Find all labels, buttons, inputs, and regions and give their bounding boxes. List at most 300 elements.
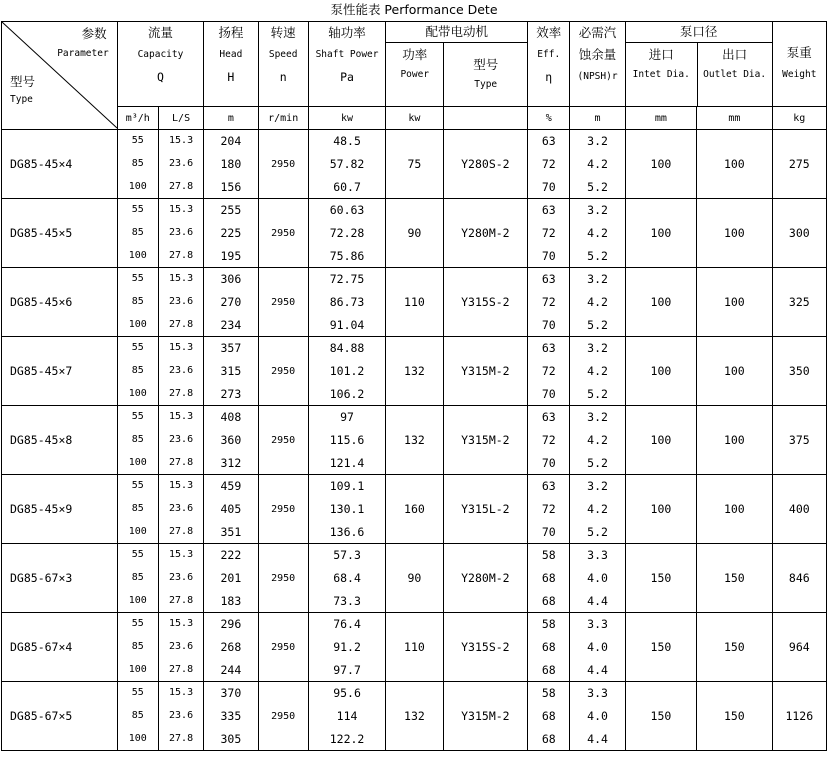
capacity-m3h-value: 100 (128, 732, 147, 744)
model-cell: DG85-67×5 (2, 682, 118, 751)
motor-power-cn: 功率 (402, 47, 428, 62)
outlet-subheader (698, 43, 772, 106)
parameter-label-en: Parameter (57, 48, 109, 60)
efficiency-cell (528, 475, 570, 544)
efficiency-cell (528, 199, 570, 268)
head-value: 222 (220, 548, 242, 563)
capacity-m3h-value: 55 (131, 687, 144, 699)
npsh-cell (570, 406, 625, 475)
unit-speed: r/min (258, 107, 308, 130)
unit-power: kw (386, 107, 443, 130)
capacity-m3h-value: 100 (128, 249, 147, 261)
efficiency-value: 58 (541, 686, 556, 701)
capacity-ls-value: 23.6 (169, 571, 194, 583)
shaft-power-value: 60.7 (333, 179, 361, 194)
unit-eff: % (528, 107, 570, 130)
speed-cell: 2950 (258, 268, 308, 337)
model-header (2, 73, 118, 130)
outlet-cell: 150 (697, 682, 772, 751)
capacity-m3h-value: 100 (128, 525, 147, 537)
inlet-cell: 100 (625, 406, 696, 475)
port-cn: 泵口径 (626, 22, 772, 43)
shaft-power-value: 91.04 (329, 317, 365, 332)
unit-inlet: mm (625, 107, 696, 130)
table-row (2, 406, 827, 475)
table-row (2, 337, 827, 406)
page-title: 泵性能表 Performance Dete (330, 2, 498, 17)
head-value: 270 (220, 294, 242, 309)
weight-cell: 325 (772, 268, 826, 337)
head-cell (204, 475, 258, 544)
capacity-ls-value: 15.3 (169, 135, 194, 147)
head-value: 195 (220, 248, 242, 263)
shaft-power-cell (308, 682, 385, 751)
unit-weight: kg (772, 107, 826, 130)
capacity-ls-value: 27.8 (169, 732, 194, 744)
capacity-m3h-value: 100 (128, 180, 147, 192)
npsh-cn-2: 蚀余量 (578, 47, 617, 62)
outlet-cell: 100 (697, 268, 772, 337)
head-value: 183 (220, 593, 242, 608)
shaft-power-value: 72.28 (329, 225, 365, 240)
efficiency-value: 63 (541, 479, 556, 494)
head-value: 268 (220, 639, 242, 654)
capacity-m3h-value: 55 (131, 342, 144, 354)
head-value: 201 (220, 570, 242, 585)
shaft-power-cell (308, 268, 385, 337)
capacity-ls-value: 23.6 (169, 709, 194, 721)
capacity-ls-value: 27.8 (169, 318, 194, 330)
shaft-power-value: 84.88 (329, 341, 365, 356)
head-value: 255 (220, 203, 242, 218)
motor-type-cell: Y315M-2 (443, 682, 528, 751)
npsh-value: 4.0 (587, 639, 608, 654)
shaft-power-value: 115.6 (329, 432, 365, 447)
speed-cell: 2950 (258, 337, 308, 406)
head-value: 357 (220, 341, 242, 356)
npsh-value: 4.2 (587, 156, 608, 171)
efficiency-cell (528, 268, 570, 337)
shaft-power-value: 109.1 (329, 479, 365, 494)
efficiency-cell (528, 337, 570, 406)
efficiency-value: 72 (541, 501, 556, 516)
motor-type-cell: Y315S-2 (443, 268, 528, 337)
head-en: Head (219, 49, 243, 60)
model-cell: DG85-67×4 (2, 613, 118, 682)
npsh-value: 4.2 (587, 363, 608, 378)
speed-cell: 2950 (258, 613, 308, 682)
motor-type-cn: 型号 (473, 57, 499, 72)
motor-power-en: Power (400, 69, 430, 80)
efficiency-value: 72 (541, 294, 556, 309)
npsh-value: 3.3 (587, 548, 608, 563)
npsh-cell (570, 475, 625, 544)
efficiency-value: 68 (541, 708, 556, 723)
capacity-m3h-value: 85 (131, 433, 144, 445)
head-value: 370 (220, 686, 242, 701)
capacity-m3h-value: 55 (131, 618, 144, 630)
motor-power-cell: 132 (386, 337, 443, 406)
shaft-power-value: 106.2 (329, 386, 365, 401)
shaft-power-value: 101.2 (329, 363, 365, 378)
shaft-power-cell (308, 406, 385, 475)
outlet-cell: 150 (697, 613, 772, 682)
head-header (204, 22, 258, 107)
weight-cell: 846 (772, 544, 826, 613)
npsh-cell (570, 337, 625, 406)
efficiency-value: 70 (541, 248, 556, 263)
efficiency-en: Eff. (537, 49, 561, 60)
efficiency-cn: 效率 (536, 25, 562, 40)
unit-ls: L/S (158, 107, 203, 130)
weight-cell: 275 (772, 130, 826, 199)
npsh-value: 4.2 (587, 432, 608, 447)
head-cell (204, 199, 258, 268)
capacity-ls-value: 27.8 (169, 594, 194, 606)
speed-cell: 2950 (258, 544, 308, 613)
capacity-m3h-value: 85 (131, 640, 144, 652)
shaft-power-value: 57.3 (333, 548, 361, 563)
capacity-ls-value: 15.3 (169, 549, 194, 561)
efficiency-value: 63 (541, 341, 556, 356)
shaft-power-cell (308, 475, 385, 544)
motor-power-cell: 160 (386, 475, 443, 544)
capacity-m3h-value: 55 (131, 411, 144, 423)
capacity-ls-cell (158, 199, 203, 268)
model-cell: DG85-45×9 (2, 475, 118, 544)
capacity-ls-value: 15.3 (169, 411, 194, 423)
capacity-m3h-value: 55 (131, 549, 144, 561)
efficiency-value: 68 (541, 593, 556, 608)
capacity-ls-cell (158, 406, 203, 475)
efficiency-value: 63 (541, 272, 556, 287)
motor-type-cell: Y315L-2 (443, 475, 528, 544)
header-row (2, 22, 827, 107)
capacity-m3h-cell (117, 199, 158, 268)
npsh-value: 3.3 (587, 617, 608, 632)
npsh-en: (NPSH)r (577, 71, 618, 82)
capacity-ls-value: 23.6 (169, 433, 194, 445)
weight-cell: 964 (772, 613, 826, 682)
speed-symbol: n (279, 70, 287, 84)
head-value: 315 (220, 363, 242, 378)
outlet-cell: 100 (697, 475, 772, 544)
efficiency-value: 63 (541, 134, 556, 149)
inlet-cell: 150 (625, 682, 696, 751)
speed-header (258, 22, 308, 107)
head-value: 296 (220, 617, 242, 632)
motor-header (386, 22, 528, 107)
capacity-m3h-value: 100 (128, 456, 147, 468)
efficiency-cell (528, 130, 570, 199)
capacity-m3h-value: 55 (131, 273, 144, 285)
capacity-ls-value: 23.6 (169, 364, 194, 376)
motor-power-subheader (386, 43, 444, 106)
shaft-power-cell (308, 337, 385, 406)
npsh-cn-1: 必需汽 (578, 25, 617, 40)
npsh-cell (570, 682, 625, 751)
capacity-m3h-value: 85 (131, 364, 144, 376)
speed-cell: 2950 (258, 475, 308, 544)
capacity-ls-value: 23.6 (169, 226, 194, 238)
shaft-power-value: 130.1 (329, 501, 365, 516)
npsh-value: 4.4 (587, 731, 608, 746)
efficiency-header (528, 22, 570, 107)
shaft-power-value: 72.75 (329, 272, 365, 287)
inlet-cell: 100 (625, 199, 696, 268)
speed-cell: 2950 (258, 682, 308, 751)
efficiency-cell (528, 682, 570, 751)
unit-outlet: mm (697, 107, 772, 130)
inlet-cell: 100 (625, 475, 696, 544)
efficiency-value: 63 (541, 410, 556, 425)
capacity-m3h-value: 85 (131, 502, 144, 514)
table-row (2, 682, 827, 751)
head-value: 312 (220, 455, 242, 470)
npsh-value: 5.2 (587, 179, 608, 194)
head-cell (204, 130, 258, 199)
efficiency-cell (528, 544, 570, 613)
unit-m3h: m³/h (117, 107, 158, 130)
npsh-value: 4.2 (587, 294, 608, 309)
table-row (2, 130, 827, 199)
npsh-value: 3.2 (587, 479, 608, 494)
efficiency-value: 72 (541, 363, 556, 378)
capacity-ls-value: 27.8 (169, 180, 194, 192)
npsh-value: 5.2 (587, 455, 608, 470)
efficiency-symbol: η (545, 70, 553, 84)
capacity-m3h-value: 85 (131, 709, 144, 721)
npsh-cell (570, 544, 625, 613)
inlet-cell: 100 (625, 268, 696, 337)
head-value: 156 (220, 179, 242, 194)
head-value: 234 (220, 317, 242, 332)
shaft-power-cell (308, 130, 385, 199)
npsh-value: 3.3 (587, 686, 608, 701)
capacity-ls-cell (158, 130, 203, 199)
table-row (2, 613, 827, 682)
npsh-value: 5.2 (587, 248, 608, 263)
motor-power-cell: 90 (386, 544, 443, 613)
head-value: 204 (220, 134, 242, 149)
npsh-value: 4.4 (587, 593, 608, 608)
motor-cn: 配带电动机 (386, 22, 527, 43)
npsh-cell (570, 268, 625, 337)
shaft-power-value: 114 (336, 708, 358, 723)
motor-type-cell: Y280S-2 (443, 130, 528, 199)
capacity-m3h-cell (117, 544, 158, 613)
efficiency-value: 58 (541, 548, 556, 563)
capacity-symbol: Q (156, 70, 164, 84)
head-cell (204, 682, 258, 751)
npsh-header (570, 22, 625, 107)
motor-power-cell: 110 (386, 613, 443, 682)
head-value: 273 (220, 386, 242, 401)
shaft-power-value: 97 (340, 410, 354, 425)
unit-motor-type (443, 107, 528, 130)
capacity-m3h-value: 85 (131, 226, 144, 238)
outlet-cn: 出口 (722, 47, 748, 62)
capacity-ls-value: 27.8 (169, 249, 194, 261)
inlet-cell: 150 (625, 613, 696, 682)
capacity-m3h-cell (117, 475, 158, 544)
capacity-ls-cell (158, 475, 203, 544)
npsh-value: 3.2 (587, 134, 608, 149)
outlet-cell: 100 (697, 199, 772, 268)
unit-head: m (204, 107, 258, 130)
capacity-m3h-value: 55 (131, 480, 144, 492)
efficiency-value: 68 (541, 662, 556, 677)
capacity-m3h-cell (117, 268, 158, 337)
weight-cn: 泵重 (786, 45, 812, 60)
capacity-header (117, 22, 204, 107)
outlet-cell: 100 (697, 337, 772, 406)
unit-row (2, 107, 827, 130)
npsh-cell (570, 613, 625, 682)
shaft-power-cell (308, 544, 385, 613)
motor-type-subheader (444, 43, 527, 106)
capacity-ls-value: 15.3 (169, 480, 194, 492)
shaft-power-value: 76.4 (333, 617, 361, 632)
head-value: 351 (220, 524, 242, 539)
motor-type-cell: Y315M-2 (443, 406, 528, 475)
capacity-m3h-value: 100 (128, 318, 147, 330)
outlet-cell: 100 (697, 406, 772, 475)
npsh-value: 3.2 (587, 410, 608, 425)
shaft-power-cn: 轴功率 (328, 25, 366, 40)
capacity-ls-value: 15.3 (169, 273, 194, 285)
head-value: 244 (220, 662, 242, 677)
speed-cell: 2950 (258, 130, 308, 199)
table-row (2, 199, 827, 268)
efficiency-value: 68 (541, 731, 556, 746)
npsh-cell (570, 130, 625, 199)
motor-power-cell: 110 (386, 268, 443, 337)
parameter-label-cn: 参数 (81, 26, 107, 42)
model-cell: DG85-45×8 (2, 406, 118, 475)
head-symbol: H (227, 70, 235, 84)
motor-type-cell: Y315S-2 (443, 613, 528, 682)
motor-power-cell: 75 (386, 130, 443, 199)
npsh-value: 4.4 (587, 662, 608, 677)
capacity-ls-value: 27.8 (169, 663, 194, 675)
shaft-power-value: 48.5 (333, 134, 361, 149)
unit-npsh: m (570, 107, 625, 130)
model-cell: DG85-67×3 (2, 544, 118, 613)
weight-header (772, 22, 826, 107)
npsh-value: 4.2 (587, 501, 608, 516)
weight-cell: 400 (772, 475, 826, 544)
model-cell: DG85-45×7 (2, 337, 118, 406)
capacity-ls-cell (158, 544, 203, 613)
efficiency-value: 70 (541, 524, 556, 539)
shaft-power-value: 95.6 (333, 686, 361, 701)
npsh-value: 3.2 (587, 341, 608, 356)
capacity-m3h-cell (117, 406, 158, 475)
head-value: 335 (220, 708, 242, 723)
efficiency-value: 70 (541, 179, 556, 194)
capacity-m3h-value: 55 (131, 204, 144, 216)
capacity-ls-cell (158, 268, 203, 337)
shaft-power-value: 60.63 (329, 203, 365, 218)
weight-cell: 350 (772, 337, 826, 406)
capacity-m3h-value: 100 (128, 594, 147, 606)
outlet-cell: 100 (697, 130, 772, 199)
table-row (2, 544, 827, 613)
capacity-ls-value: 15.3 (169, 618, 194, 630)
weight-cell: 300 (772, 199, 826, 268)
model-cell: DG85-45×5 (2, 199, 118, 268)
head-cell (204, 268, 258, 337)
head-value: 306 (220, 272, 242, 287)
efficiency-value: 68 (541, 639, 556, 654)
capacity-ls-value: 23.6 (169, 640, 194, 652)
shaft-power-value: 68.4 (333, 570, 361, 585)
capacity-ls-value: 15.3 (169, 342, 194, 354)
efficiency-value: 72 (541, 432, 556, 447)
motor-type-cell: Y280M-2 (443, 199, 528, 268)
motor-power-cell: 132 (386, 682, 443, 751)
inlet-en: Intet Dia. (632, 69, 690, 80)
capacity-m3h-value: 100 (128, 663, 147, 675)
npsh-value: 4.2 (587, 225, 608, 240)
capacity-m3h-value: 85 (131, 571, 144, 583)
head-value: 405 (220, 501, 242, 516)
head-value: 305 (220, 731, 242, 746)
capacity-ls-value: 27.8 (169, 525, 194, 537)
motor-power-cell: 90 (386, 199, 443, 268)
capacity-m3h-cell (117, 682, 158, 751)
capacity-cn: 流量 (147, 25, 173, 40)
model-label-cn: 型号 (10, 73, 36, 89)
motor-power-cell: 132 (386, 406, 443, 475)
capacity-m3h-value: 55 (131, 135, 144, 147)
outlet-cell: 150 (697, 544, 772, 613)
efficiency-value: 58 (541, 617, 556, 632)
shaft-power-value: 136.6 (329, 524, 365, 539)
capacity-m3h-value: 85 (131, 295, 144, 307)
inlet-cell: 150 (625, 544, 696, 613)
speed-cn: 转速 (270, 25, 296, 40)
capacity-ls-value: 15.3 (169, 687, 194, 699)
shaft-power-cell (308, 613, 385, 682)
shaft-power-value: 57.82 (329, 156, 365, 171)
port-diameter-header (625, 22, 772, 107)
npsh-value: 5.2 (587, 524, 608, 539)
motor-type-cell: Y280M-2 (443, 544, 528, 613)
head-cn: 扬程 (218, 25, 244, 40)
speed-en: Speed (268, 49, 298, 60)
efficiency-value: 63 (541, 203, 556, 218)
model-label-en: Type (10, 93, 33, 105)
model-cell: DG85-45×6 (2, 268, 118, 337)
head-value: 459 (220, 479, 242, 494)
efficiency-value: 70 (541, 455, 556, 470)
capacity-m3h-cell (117, 130, 158, 199)
efficiency-value: 68 (541, 570, 556, 585)
head-cell (204, 337, 258, 406)
shaft-power-value: 97.7 (333, 662, 361, 677)
model-cell: DG85-45×4 (2, 130, 118, 199)
performance-table (1, 21, 827, 751)
capacity-m3h-cell (117, 337, 158, 406)
head-cell (204, 613, 258, 682)
capacity-ls-value: 23.6 (169, 157, 194, 169)
weight-cell: 375 (772, 406, 826, 475)
weight-en: Weight (782, 69, 817, 80)
shaft-power-value: 86.73 (329, 294, 365, 309)
unit-shaft: kw (308, 107, 385, 130)
